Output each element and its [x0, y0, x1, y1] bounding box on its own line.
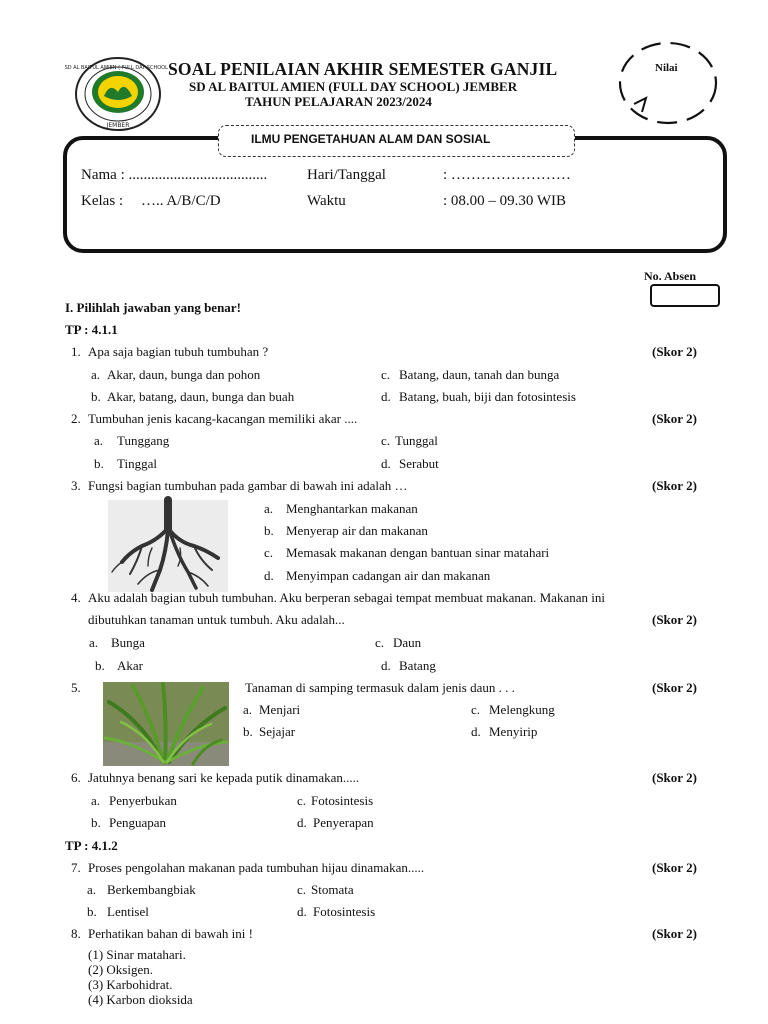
question-text: Apa saja bagian tubuh tumbuhan ? [88, 344, 269, 359]
academic-year: TAHUN PELAJARAN 2023/2024 [245, 94, 432, 109]
option-label: b. [91, 389, 101, 404]
score-label: (Skor 2) [652, 770, 697, 785]
score-label: (Skor 2) [652, 411, 697, 426]
option-label: c. [381, 433, 391, 448]
option-label: c. [375, 635, 385, 650]
absen-box[interactable] [650, 284, 720, 307]
question-text: Tanaman di samping termasuk dalam jenis daun . . . [245, 680, 515, 695]
option-label: d. [297, 815, 307, 830]
name-field[interactable]: Nama : ..................................... [81, 167, 268, 183]
option-text[interactable]: Tinggal [117, 456, 157, 471]
option-label: a. [89, 635, 99, 650]
option-text[interactable]: Menyirip [489, 724, 538, 739]
tp-heading-1: TP : 4.1.1 [65, 322, 118, 337]
option-label: d. [381, 658, 391, 673]
score-label: (Skor 2) [652, 926, 697, 941]
option-label: b. [243, 724, 253, 739]
option-text[interactable]: Menyimpan cadangan air dan makanan [286, 568, 491, 583]
score-label: (Skor 2) [652, 680, 697, 695]
option-label: c. [297, 793, 307, 808]
score-label: (Skor 2) [652, 344, 697, 359]
option-text[interactable]: Tunggang [117, 433, 170, 448]
list-item: (4) Karbon dioksida [88, 992, 193, 1007]
option-label: a. [91, 793, 101, 808]
option-label: b. [95, 658, 105, 673]
option-label: a. [94, 433, 104, 448]
option-text[interactable]: Penyerbukan [109, 793, 177, 808]
question-number: 5. [71, 680, 81, 695]
option-label: c. [264, 545, 274, 560]
section-title: I. Pilihlah jawaban yang benar! [65, 300, 241, 315]
question-number: 6. [71, 770, 81, 785]
exam-title: SOAL PENILAIAN AKHIR SEMESTER GANJIL [168, 59, 558, 79]
question-number: 2. [71, 411, 81, 426]
score-oval [612, 38, 722, 128]
option-text[interactable]: Memasak makanan dengan bantuan sinar matahari [286, 545, 550, 560]
time-value: : 08.00 – 09.30 WIB [443, 193, 567, 209]
question-text: Aku adalah bagian tubuh tumbuhan. Aku berperan sebagai tempat membuat makanan. Makanan ini [88, 590, 605, 605]
option-text[interactable]: Bunga [111, 635, 145, 650]
question-number: 3. [71, 478, 81, 493]
day-date-label: Hari/Tanggal [307, 167, 386, 183]
question-text: Jatuhnya benang sari ke kepada putik dinamakan..... [88, 770, 360, 785]
option-text[interactable]: Akar, daun, bunga dan pohon [107, 367, 261, 382]
day-date-field[interactable]: : …………………… [443, 167, 571, 183]
question-number: 7. [71, 860, 81, 875]
logo-city-text: JEMBER [106, 122, 130, 129]
list-item: (2) Oksigen. [88, 962, 153, 977]
option-text[interactable]: Penguapan [109, 815, 167, 830]
option-label: a. [243, 702, 253, 717]
list-item: (3) Karbohidrat. [88, 977, 173, 992]
option-text[interactable]: Fotosintesis [313, 904, 376, 919]
option-label: b. [91, 815, 101, 830]
option-text[interactable]: Daun [393, 635, 422, 650]
tp-heading-2: TP : 4.1.2 [65, 838, 118, 853]
option-text[interactable]: Akar, batang, daun, bunga dan buah [107, 389, 295, 404]
question-text: Perhatikan bahan di bawah ini ! [88, 926, 253, 941]
option-label: d. [381, 456, 391, 471]
class-field[interactable]: ….. A/B/C/D [141, 193, 221, 209]
option-text[interactable]: Stomata [311, 882, 354, 897]
question-number: 1. [71, 344, 81, 359]
option-text[interactable]: Batang, buah, biji dan fotosintesis [399, 389, 576, 404]
question-text: Fungsi bagian tumbuhan pada gambar di bawah ini adalah … [88, 478, 408, 493]
option-text[interactable]: Batang [399, 658, 436, 673]
option-label: b. [94, 456, 104, 471]
option-label: d. [381, 389, 391, 404]
option-label: c. [297, 882, 307, 897]
absen-label: No. Absen [644, 269, 697, 283]
question-text: Tumbuhan jenis kacang-kacangan memiliki akar .... [88, 411, 358, 426]
option-text[interactable]: Penyerapan [313, 815, 374, 830]
question-text-line2: dibutuhkan tanaman untuk tumbuh. Aku adalah... [88, 612, 345, 627]
option-text[interactable]: Melengkung [489, 702, 555, 717]
school-name: SD AL BAITUL AMIEN (FULL DAY SCHOOL) JEMBER [189, 79, 518, 94]
option-text[interactable]: Menghantarkan makanan [286, 501, 418, 516]
option-text[interactable]: Berkembangbiak [107, 882, 196, 897]
option-label: d. [264, 568, 274, 583]
option-text[interactable]: Lentisel [107, 904, 149, 919]
option-label: a. [91, 367, 101, 382]
score-label: (Skor 2) [652, 860, 697, 875]
option-text[interactable]: Fotosintesis [311, 793, 374, 808]
school-logo [64, 56, 172, 132]
option-label: b. [264, 523, 274, 538]
question-number: 4. [71, 590, 81, 605]
root-image [108, 500, 228, 592]
score-label: Nilai [655, 62, 678, 74]
option-label: c. [381, 367, 391, 382]
question-text: Proses pengolahan makanan pada tumbuhan hijau dinamakan..... [88, 860, 425, 875]
option-label: a. [264, 501, 274, 516]
option-label: a. [87, 882, 97, 897]
option-text[interactable]: Akar [117, 658, 143, 673]
time-label: Waktu [307, 193, 346, 209]
class-label: Kelas : [81, 193, 124, 209]
score-label: (Skor 2) [652, 478, 697, 493]
option-text[interactable]: Menyerap air dan makanan [286, 523, 428, 538]
list-item: (1) Sinar matahari. [88, 947, 186, 962]
option-text[interactable]: Serabut [399, 456, 439, 471]
question-number: 8. [71, 926, 81, 941]
option-label: d. [297, 904, 307, 919]
option-label: d. [471, 724, 481, 739]
option-text[interactable]: Batang, daun, tanah dan bunga [399, 367, 560, 382]
subject-title: ILMU PENGETAHUAN ALAM DAN SOSIAL [251, 132, 491, 146]
option-text[interactable]: Menjari [259, 702, 301, 717]
plant-image [103, 682, 229, 766]
option-text[interactable]: Tunggal [395, 433, 438, 448]
option-text[interactable]: Sejajar [259, 724, 296, 739]
option-label: b. [87, 904, 97, 919]
option-label: c. [471, 702, 481, 717]
score-label: (Skor 2) [652, 612, 697, 627]
logo-ring-text: SD AL BAITUL AMIEN ( FULL DAY SCHOOL ) [64, 65, 172, 71]
